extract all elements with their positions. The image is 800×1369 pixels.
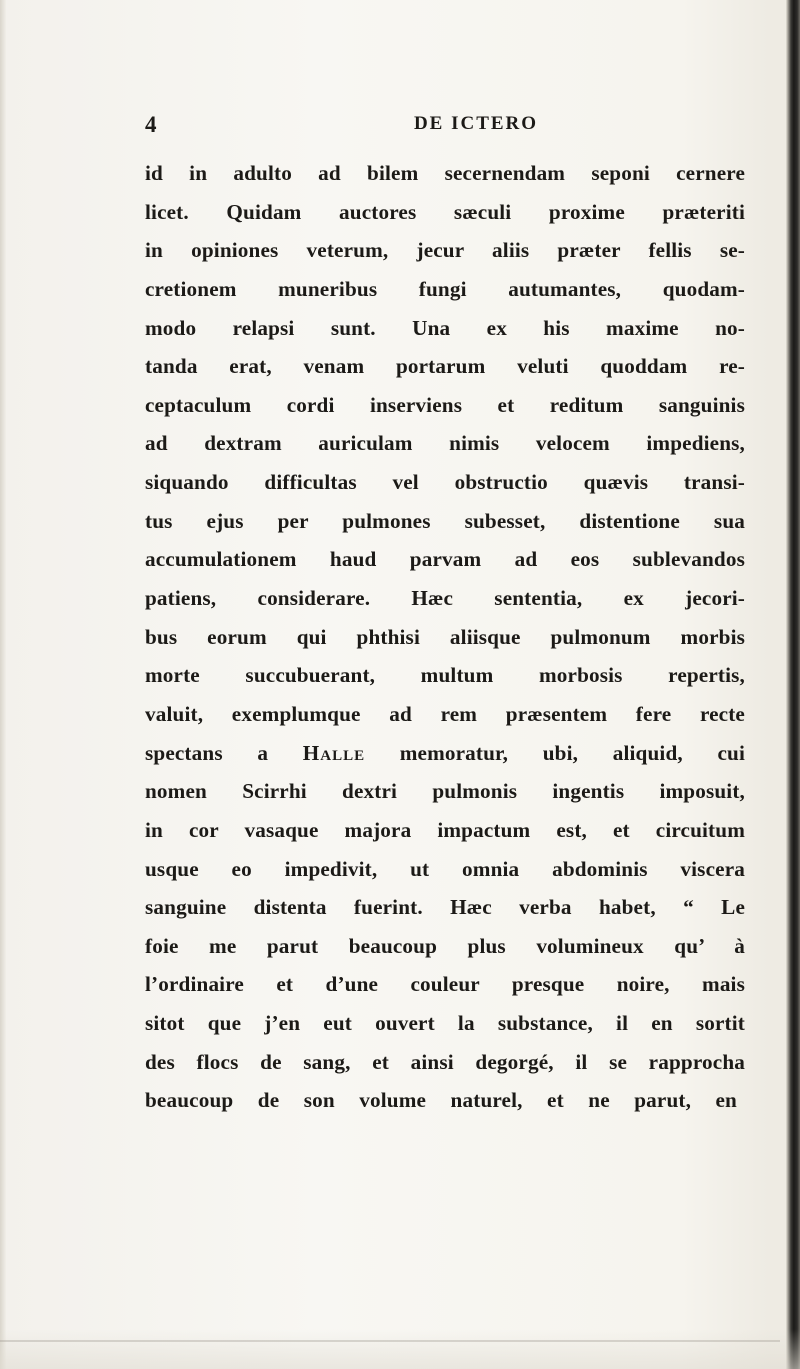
text-line: foie me parut beaucoup plus volumineux qu’ à xyxy=(145,933,745,958)
page-binding-edge xyxy=(786,0,800,1369)
page-bottom-shadow xyxy=(0,1329,800,1369)
text-line: tanda erat, venam portarum veluti quoddam re- xyxy=(145,354,745,379)
text-line: l’ordinaire et d’une couleur presque noire, mais xyxy=(145,972,745,997)
author-name: Halle xyxy=(302,740,366,765)
text-line: bus eorum qui phthisi aliisque pulmonum morbis xyxy=(145,624,745,649)
text-line: modo relapsi sunt. Una ex his maxime no- xyxy=(145,315,745,340)
text-line: ad dextram auriculam nimis velocem impediens, xyxy=(145,431,745,456)
text-line: accumulationem haud parvam ad eos sublevandos xyxy=(145,547,745,572)
text-line: siquando difficultas vel obstructio quævis transi- xyxy=(145,470,745,495)
text-line: ceptaculum cordi inserviens et reditum sanguinis xyxy=(145,392,745,417)
text-line: in cor vasaque majora impactum est, et circuitum xyxy=(145,817,745,842)
text-line-with-name xyxy=(145,734,745,773)
running-title: DE ICTERO xyxy=(413,113,539,134)
page-header xyxy=(145,112,777,142)
text-line: valuit, exemplumque ad rem præsentem fere recte xyxy=(145,701,745,726)
text-line: id in adulto ad bilem secernendam seponi cernere xyxy=(145,161,745,185)
text-line: morte succubuerant, multum morbosis repertis, xyxy=(145,663,745,688)
text-line: cretionem muneribus fungi autumantes, quodam- xyxy=(145,276,745,301)
text-line: in opiniones veterum, jecur aliis præter fellis se- xyxy=(145,238,745,263)
page-left-edge xyxy=(0,0,6,1369)
text-line: sanguine distenta fuerint. Hæc verba habet, “ Le xyxy=(145,895,745,920)
page-number: 4 xyxy=(145,112,157,137)
text-segment: memoratur, ubi, aliquid, cui xyxy=(365,740,745,765)
text-line: des flocs de sang, et ainsi degorgé, il se rapprocha xyxy=(145,1049,745,1074)
text-line: tus ejus per pulmones subesset, distentione sua xyxy=(145,508,745,533)
body-text xyxy=(145,154,745,1120)
text-line: sitot que j’en eut ouvert la substance, il en sortit xyxy=(145,1011,745,1036)
text-line: nomen Scirrhi dextri pulmonis ingentis imposuit, xyxy=(145,779,745,804)
text-line: beaucoup de son volume naturel, et ne parut, en xyxy=(145,1088,737,1113)
text-line: usque eo impedivit, ut omnia abdominis viscera xyxy=(145,856,745,881)
text-segment: spectans a xyxy=(145,740,303,765)
text-line: patiens, considerare. Hæc sententia, ex jecori- xyxy=(145,586,745,611)
text-line: licet. Quidam auctores sæculi proxime præteriti xyxy=(145,199,745,224)
